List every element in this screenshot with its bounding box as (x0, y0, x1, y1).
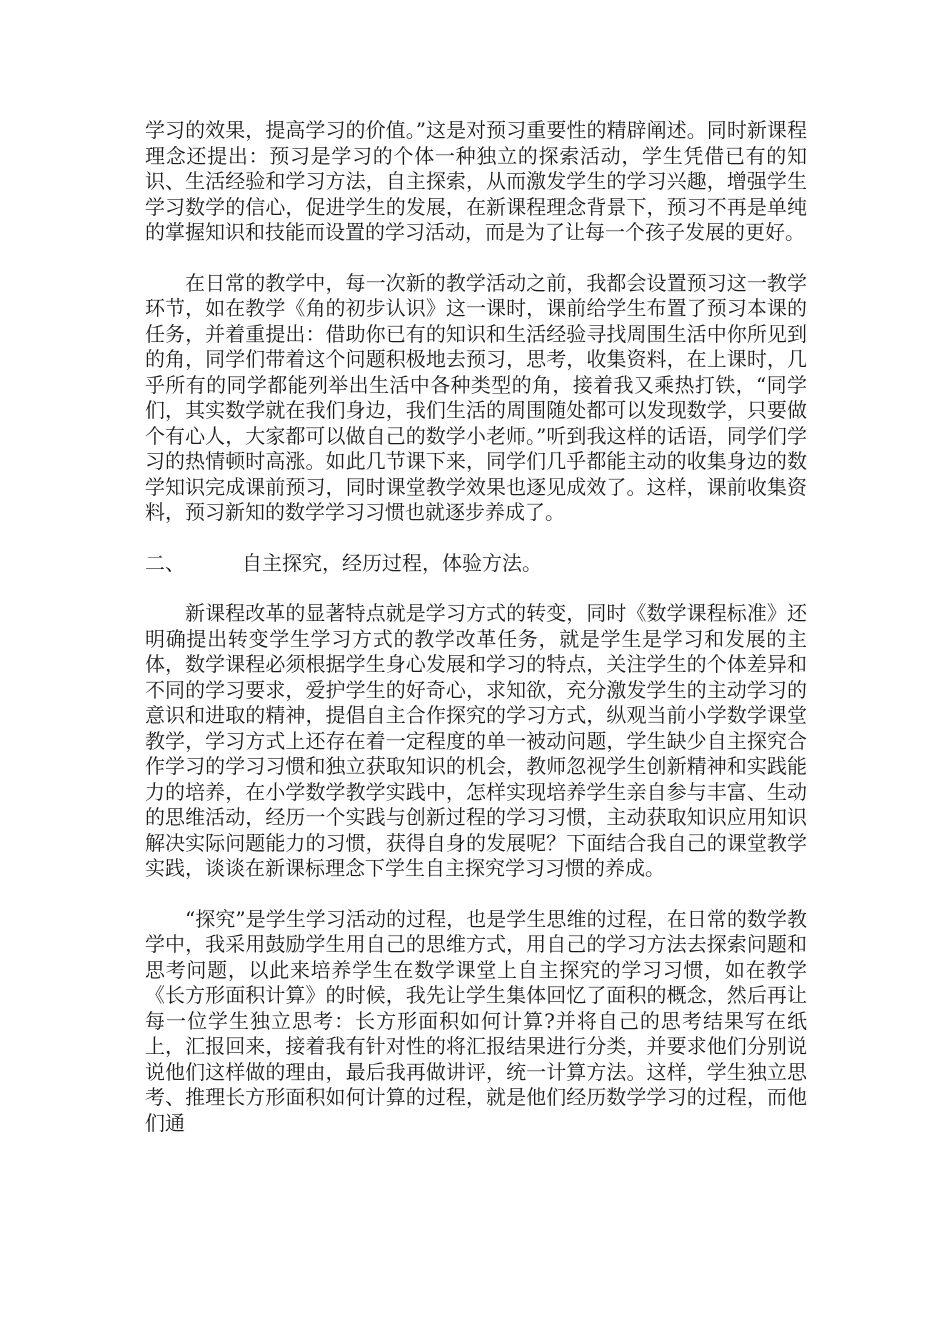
paragraph-inquiry-example: “探究”是学生学习活动的过程，也是学生思维的过程，在日常的数学教学中，我采用鼓励学生用自己的思维方式，用自己的学习方法去探索问题和思考问题，以此来培养学生在数学课堂上自主探究的学习习惯，如在教学《长方形面积计算》的时候，我先让学生集体回忆了面积的概念，然后再让每一位学生独立思考：长方形面积如何计算?并将自己的思考结果写在纸上，汇报回来，接着我有针对性的将汇报结果进行分类，并要求他们分别说说他们这样做的理由，最后我再做讲评，统一计算方法。这样，学生独立思考、推理长方形面积如何计算的过程，就是他们经历数学学习的过程，而他们通 (145, 906, 807, 1135)
section-number: 二、 (145, 550, 185, 575)
paragraph-curriculum-reform: 新课程改革的显著特点就是学习方式的转变，同时《数学课程标准》还明确提出转变学生学习方式的教学改革任务，就是学生是学习和发展的主体，数学课程必须根据学生身心发展和学习的特点，关注学生的个体差异和不同的学习要求，爱护学生的好奇心，求知欲，充分激发学生的主动学习的意识和进取的精神，提倡自主合作探究的学习方式，纵观当前小学数学课堂教学，学习方式上还存在着一定程度的单一被动问题，学生缺少自主探究合作学习的学习习惯和独立获取知识的机会，教师忽视学生创新精神和实践能力的培养，在小学数学教学实践中，怎样实现培养学生亲自参与丰富、生动的思维活动，经历一个实践与创新过程的学习习惯，主动获取知识应用知识解决实际问题能力的习惯，获得自身的发展呢？下面结合我自己的课堂教学实践，谈谈在新课标理念下学生自主探究学习习惯的养成。 (145, 601, 807, 880)
section-title: 自主探究，经历过程，体验方法。 (242, 550, 542, 575)
section-heading (145, 551, 807, 577)
paragraph-preview-example: 在日常的教学中，每一次新的教学活动之前，我都会设置预习这一教学环节，如在教学《角的初步认识》这一课时，课前给学生布置了预习本课的任务，并着重提出：借助你已有的知识和生活经验寻找周围生活中你所见到的角，同学们带着这个问题积极地去预习，思考，收集资料，在上课时，几乎所有的同学都能列举出生活中各种类型的角，接着我又乘热打铁，“同学们，其实数学就在我们身边，我们生活的周围随处都可以发现数学，只要做个有心人，大家都可以做自己的数学小老师。”听到我这样的话语，同学们学习的热情顿时高涨。如此几节课下来，同学们几乎都能主动的收集身边的数学知识完成课前预习，同时课堂教学效果也逐见成效了。这样，课前收集资料，预习新知的数学学习习惯也就逐步养成了。 (145, 270, 807, 524)
document-page (145, 118, 807, 1161)
paragraph-preview-value: 学习的效果，提高学习的价值。”这是对预习重要性的精辟阐述。同时新课程理念还提出：预习是学习的个体一种独立的探索活动，学生凭借已有的知识、生活经验和学习方法，自主探索，从而激发学生的学习兴趣，增强学生学习数学的信心，促进学生的发展，在新课程理念背景下，预习不再是单纯的掌握知识和技能而设置的学习活动，而是为了让每一个孩子发展的更好。 (145, 118, 807, 244)
